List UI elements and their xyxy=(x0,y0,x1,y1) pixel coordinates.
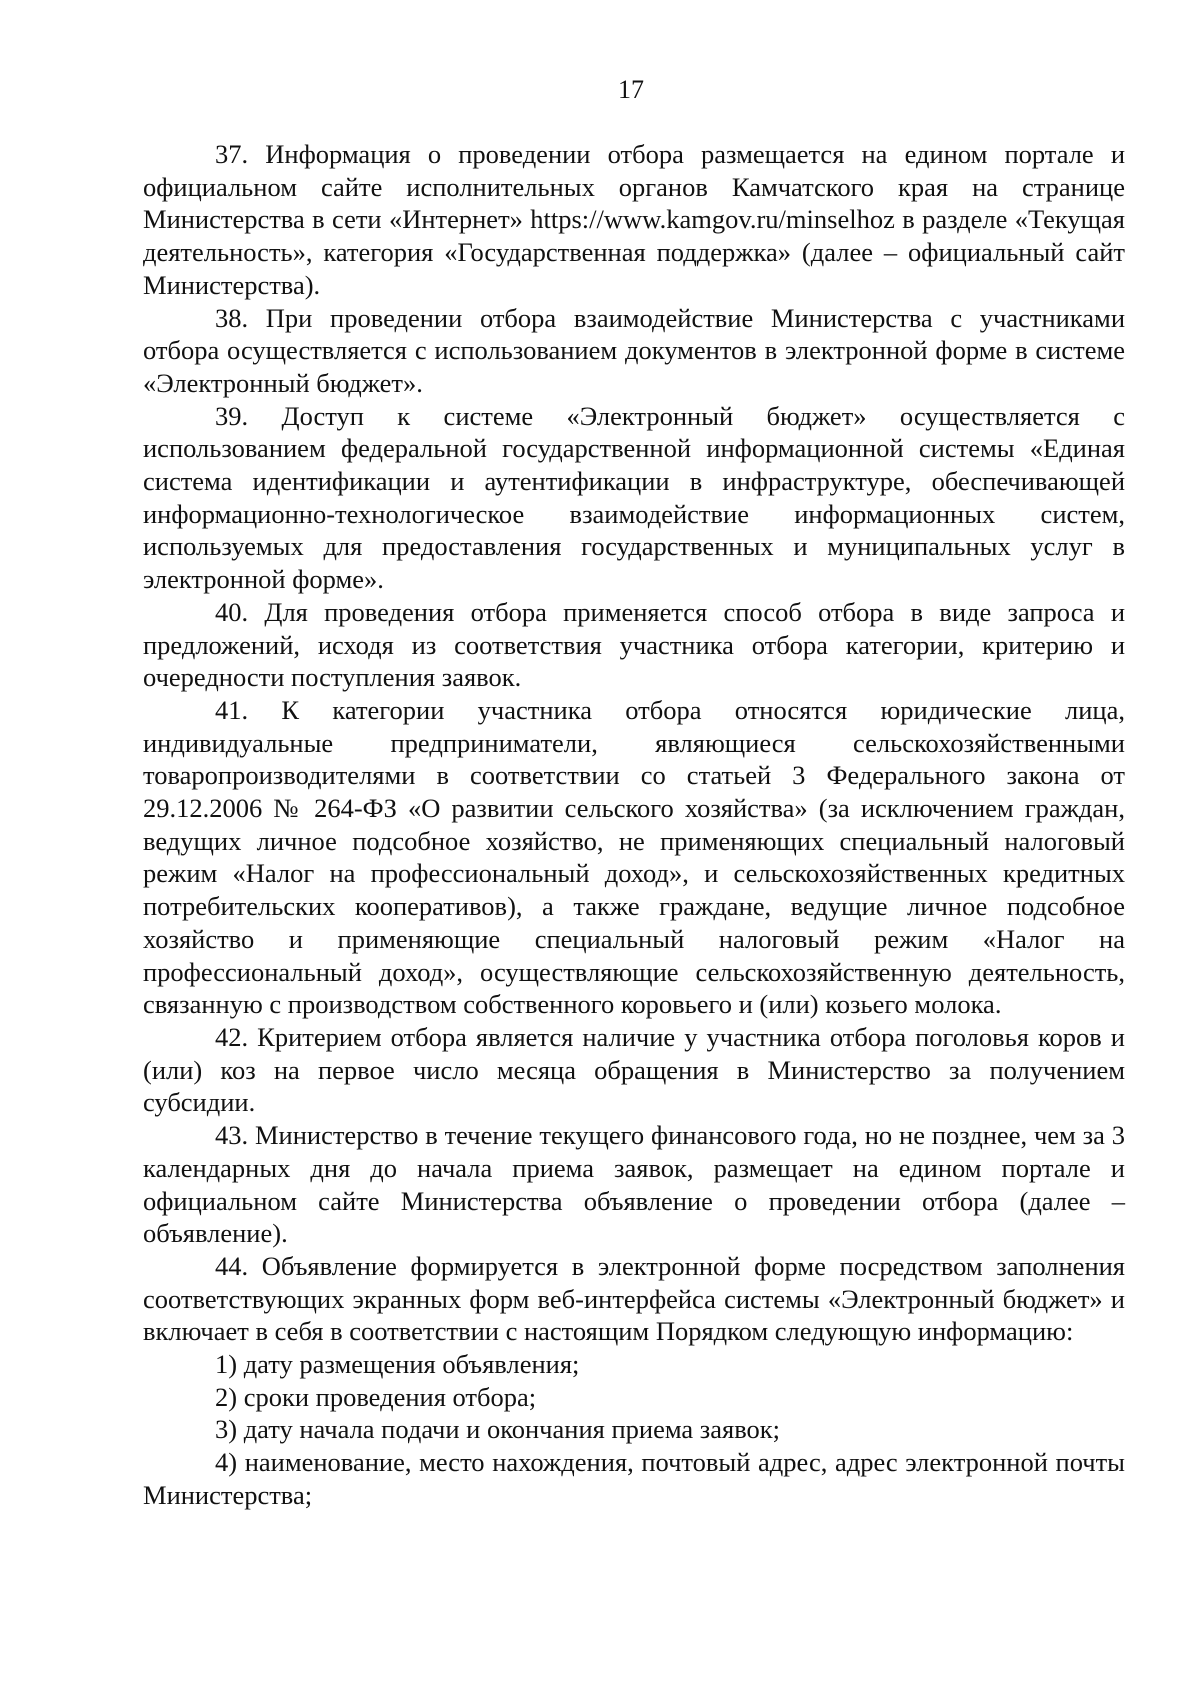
list-item-3: 3) дату начала подачи и окончания приема заявок; xyxy=(215,1414,781,1445)
paragraph-40: 40. Для проведения отбора применяется способ отбора в виде запроса и предложений, исходя из соответствия участника отбора категории, критерию и очередности поступления заявок. xyxy=(143,596,1125,693)
list-item-1: 1) дату размещения объявления; xyxy=(215,1349,580,1380)
paragraph-42: 42. Критерием отбора является наличие у участника отбора поголовья коров и (или) коз на первое число месяца обращения в Министерство за получением субсидии. xyxy=(143,1021,1125,1118)
paragraph-39: 39. Доступ к системе «Электронный бюджет» осуществляется с использованием федеральной государственной информационной системы «Единая система идентификации и аутентификации в инфраструктуре, обеспечивающей информационно-технологическое взаимодействие информационных систем, используемых для предоставления государственных и муниципальных услуг в электронной форме». xyxy=(143,400,1125,595)
paragraph-44: 44. Объявление формируется в электронной форме посредством заполнения соответствующих экранных форм веб-интерфейса системы «Электронный бюджет» и включает в себя в соответствии с настоящим Порядком следующую информацию: xyxy=(143,1250,1125,1347)
document-body xyxy=(143,138,1125,1512)
list-item-4: 4) наименование, место нахождения, почтовый адрес, адрес электронной почты Министерства; xyxy=(143,1447,1125,1510)
page-number: 17 xyxy=(618,75,644,104)
paragraph-38: 38. При проведении отбора взаимодействие Министерства с участниками отбора осуществляется с использованием документов в электронной форме в системе «Электронный бюджет». xyxy=(143,302,1125,398)
paragraph-43: 43. Министерство в течение текущего финансового года, но не позднее, чем за 3 календарных дня до начала приема заявок, размещает на едином портале и официальном сайте Министерства объявление о проведении отбора (далее – объявление). xyxy=(143,1120,1125,1249)
list-item-2: 2) сроки проведения отбора; xyxy=(215,1381,537,1412)
paragraph-41: 41. К категории участника отбора относятся юридические лица, индивидуальные предприниматели, являющиеся сельскохозяйственными товаропроизводителями в соответствии со статьей 3 Федерального закона от 29.12.2006 № 264-ФЗ «О развитии сельского хозяйства» (за исключением граждан, ведущих личное подсобное хозяйство, не применяющих специальный налоговый режим «Налог на профессиональный доход», и сельскохозяйственных кредитных потребительских кооперативов), а также граждане, ведущие личное подсобное хозяйство и применяющие специальный налоговый режим «Налог на профессиональный доход», осуществляющие сельскохозяйственную деятельность, связанную с производством собственного коровьего и (или) козьего молока. xyxy=(143,694,1125,1020)
paragraph-37: 37. Информация о проведении отбора размещается на едином портале и официальном сайте исполнительных органов Камчатского края на странице Министерства в сети «Интернет» https://www.kamgov.ru/minselhoz в разделе «Текущая деятельность», категория «Государственная поддержка» (далее – официальный сайт Министерства). xyxy=(143,139,1125,300)
